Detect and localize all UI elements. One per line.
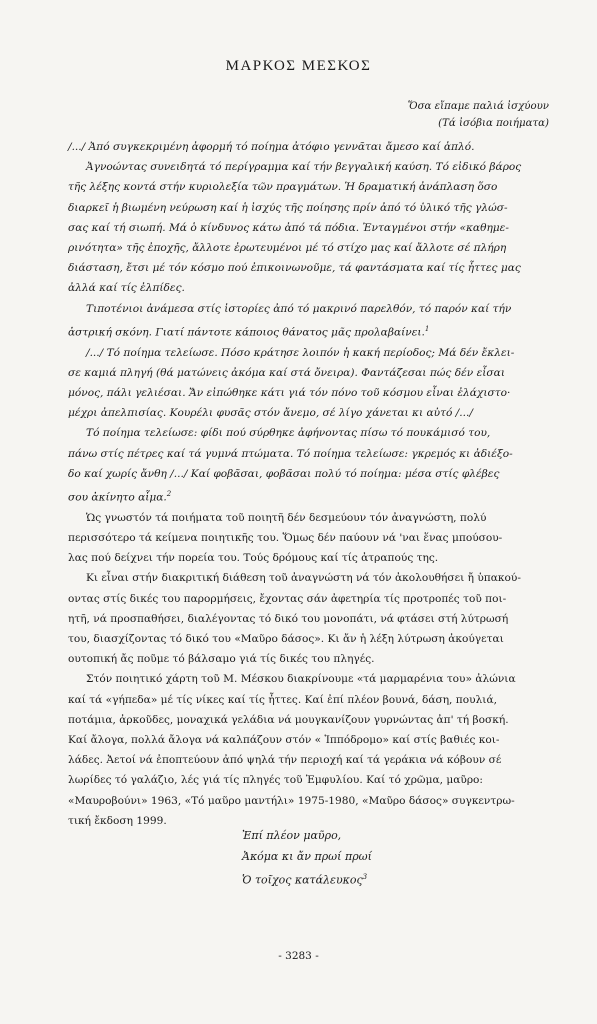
text-line: λας πού δείχνει τήν πορεία του. Τούς δρόμους καί τίς ἀτραπούς της. [68, 552, 439, 565]
text-line: ητῆ, νά προσπαθήσει, διαλέγοντας τό δικό του μονοπάτι, νά φτάσει στή λύτρωσή [68, 612, 509, 625]
text-line: /.../ Ἀπό συγκεκριμένη ἀφορμή τό ποίημα ἀτόφιο γεννᾶται ἄμεσο καί ἁπλό. [68, 141, 475, 153]
text-line: σας καί τή σιωπή. Μά ὁ κίνδυνος κάτω ἀπό τά πόδια. Ἐνταγμένοι στήν «καθημε- [68, 221, 509, 234]
text-line: Ὡς γνωστόν τά ποιήματα τοῦ ποιητῆ δέν δεσμεύουν τόν ἀναγνώστη, πολύ [86, 511, 487, 524]
text-line: ρινότητα» τῆς ἐποχῆς, ἄλλοτε ἐρωτευμένοι μέ τό στίχο μας καί ἄλλοτε σέ πλήρη [68, 242, 507, 255]
epigraph-bottom-line [242, 867, 372, 891]
epigraph-top-line: Ὅσα εἴπαμε παλιά ἰσχύουν [407, 101, 549, 112]
text-line: «Μαυροβούνι» 1963, «Τό μαῦρο μαντήλι» 1975-1980, «Μαῦρο δάσος» συγκεντρω- [68, 794, 515, 807]
text-line: /.../ Τό ποίημα τελείωσε. Πόσο κράτησε λοιπόν ἡ κακή περίοδος; Μά δέν ἔκλει- [86, 346, 515, 359]
text-line: λωρίδες τό γαλάζιο, λές γιά τίς πληγές τοῦ Ἐμφυλίου. Καί τό χρῶμα, μαῦρο: [68, 774, 483, 787]
epigraph-bottom-line-content: Ὁ τοῖχος κατάλευκος [242, 873, 363, 887]
text-line: ἀλλά καί τίς ἐλπίδες. [68, 282, 185, 295]
body-text [68, 137, 546, 831]
footnote-marker: 1 [424, 324, 430, 333]
epigraph-bottom [242, 826, 372, 891]
text-line: Στόν ποιητικό χάρτη τοῦ Μ. Μέσκου διακρίνουμε «τά μαρμαρένια του» ἀλώνια [86, 673, 516, 686]
text-line: διαρκεῖ ἡ βιωμένη νεύρωση καί ἡ ἰσχύς τῆς ποίησης πρίν ἀπό τό ὑλικό τῆς γλώσ- [68, 201, 508, 214]
text-line: δο καί χωρίς ἄνθη /.../ Καί φοβᾶσαι, φοβᾶσαι πολύ τό ποίημα: μέσα στίς φλέβες [68, 467, 500, 480]
text-line: τική ἔκδοση 1999. [68, 814, 167, 827]
text-line: Ἀγνοώντας συνειδητά τό περίγραμμα καί τήν βεγγαλική καύση. Τό εἰδικό βάρος [86, 161, 522, 174]
text-line-content: ἀστρική σκόνη. Γιατί πάντοτε κάποιος θάνατος μᾶς προλαβαίνει. [68, 326, 425, 339]
text-line: Τιποτένιοι ἀνάμεσα στίς ἱστορίες ἀπό τό μακρινό παρελθόν, τό παρόν καί τήν [86, 302, 512, 315]
text-line: λάδες. Ἀετοί νά ἐποπτεύουν ἀπό ψηλά τήν περιοχή καί τά γεράκια νά κόβουν σέ [68, 754, 502, 767]
text-line: καί τά «γήπεδα» μέ τίς νίκες καί τίς ἧττες. Καί ἐπί πλέον βουνά, δάση, πουλιά, [68, 693, 497, 706]
text-line: μόνος, πάλι γελιέσαι. Ἄν εἰπώθηκε κάτι γιά τόν πόνο τοῦ κόσμου εἶναι ἐλάχιστο· [68, 386, 511, 399]
text-line: περισσότερο τά κείμενα ποιητικῆς του. Ὅμως δέν παύουν νά 'ναι ἕνας μπούσου- [68, 531, 503, 544]
page-title: ΜΑΡΚΟΣ ΜΕΣΚΟΣ [225, 58, 372, 74]
text-line: πάνω στίς πέτρες καί τά γυμνά πτώματα. Τό ποίημα τελείωσε: γκρεμός κι ἀδιέξο- [68, 447, 513, 460]
epigraph-bottom-line: Ἐπί πλέον μαῦρο, [242, 829, 342, 842]
page-number: - 3283 - [278, 950, 319, 962]
text-line: Τό ποίημα τελείωσε: φίδι πού σύρθηκε ἀφήνοντας πίσω τό πουκάμισό του, [86, 427, 491, 440]
text-line: ποτάμια, ἀρκοῦδες, μοναχικά γελάδια νά μουγκανίζουν γυρνώντας ἀπ' τή βοσκή. [68, 713, 509, 726]
text-line [68, 484, 546, 508]
text-line: μέχρι ἀπελπισίας. Κουρέλι φυσᾶς στόν ἄνεμο, σέ λίγο χάνεται κι αὐτό /.../ [68, 407, 473, 420]
text-line: διάσταση, ἔτσι μέ τόν κόσμο πού ἐπικοινωνοῦμε, τά φαντάσματα καί τίς ἧττες μας [68, 262, 521, 275]
epigraph-top-line: (Τά ἰσόβια ποιήματα) [438, 118, 549, 129]
footnote-marker: 3 [362, 873, 368, 881]
epigraph-top [408, 98, 549, 132]
text-line: σε καμιά πληγή (θά ματώνεις ἀκόμα καί στά ὄνειρα). Φαντάζεσαι πώς δέν εἶσαι [68, 366, 505, 379]
text-line: ουτοπική ἄς ποῦμε τό βάλσαμο γιά τίς δικές του πληγές. [68, 653, 375, 666]
text-line: Καί ἄλογα, πολλά ἄλογα νά καλπάζουν στόν « Ἱππόδρομο» καί στίς βαθιές κοι- [68, 733, 500, 746]
text-line: Κι εἶναι στήν διακριτική διάθεση τοῦ ἀναγνώστη νά τόν ἀκολουθήσει ἤ ὑπακού- [86, 572, 521, 585]
text-line: τῆς λέξης κοντά στήν κυριολεξία τῶν πραγμάτων. Ἡ δραματική ἀνάπλαση ὅσο [68, 181, 498, 194]
text-line-content: σου ἀκίνητο αἷμα. [68, 491, 167, 504]
epigraph-bottom-line: Ἀκόμα κι ἄν πρωί πρωί [242, 849, 372, 863]
text-line: του, διασχίζοντας τό δικό του «Μαῦρο δάσος». Κι ἄν ἡ λέξη λύτρωση ἀκούγεται [68, 632, 504, 645]
text-line: οντας στίς δικές του παρορμήσεις, ἔχοντας σάν ἀφετηρία τίς προτροπές τοῦ ποι- [68, 592, 507, 605]
text-line [68, 319, 546, 343]
footnote-marker: 2 [166, 489, 172, 498]
